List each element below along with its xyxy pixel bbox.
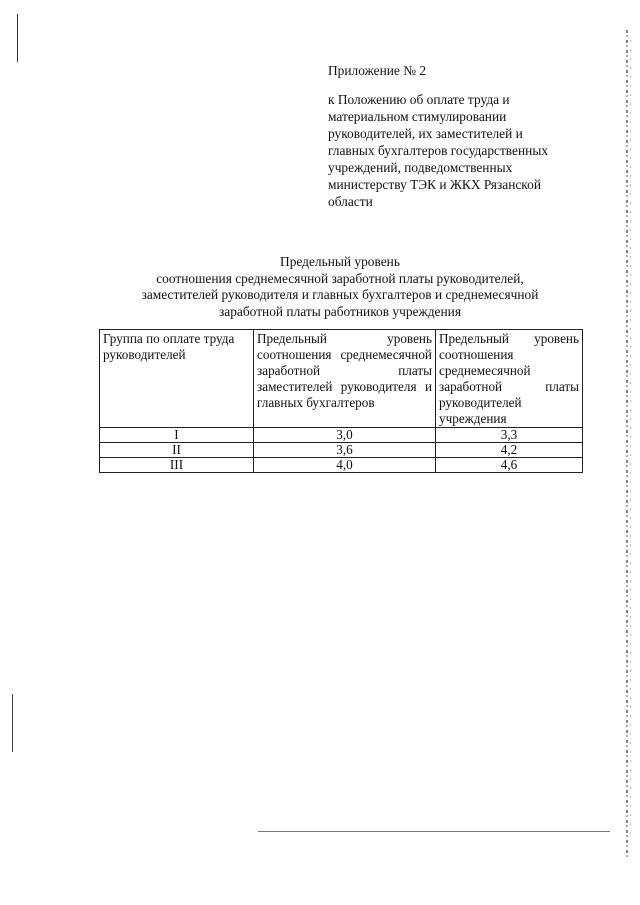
scan-artifact-left-top: [17, 14, 18, 62]
table-row: [100, 428, 583, 443]
cell-deputies: 4,0: [254, 458, 436, 473]
header-group: Группа по оплате труда руководителей: [100, 330, 254, 428]
cell-group: I: [100, 428, 254, 443]
appendix-block: [328, 62, 598, 210]
scan-artifact-right-edge: [626, 30, 628, 860]
appendix-text: к Положению об оплате труда и материальном стимулировании руководителей, их заместителей и главных бухгалтеров государственных учреждений, подведомственных министерству ТЭК и ЖКХ Рязанской области: [328, 92, 549, 209]
cell-heads: 4,2: [436, 443, 583, 458]
appendix-number: Приложение № 2: [328, 63, 427, 78]
table-row: [100, 443, 583, 458]
table-row: [100, 458, 583, 473]
header-heads: Предельный уровень соотношения среднемесячной заработной платы руководителей учреждения: [436, 330, 583, 428]
document-title: Предельный уровень соотношения среднемесячной заработной платы руководителей, заместителей руководителя и главных бухгалтеров и среднемесячной заработной платы работников учреждения: [141, 254, 539, 319]
scan-artifact-left-bottom: [12, 694, 13, 752]
table-header-row: [100, 330, 583, 428]
cell-deputies: 3,6: [254, 443, 436, 458]
scan-artifact-bottom-line: [258, 831, 610, 832]
header-deputies: Предельный уровень соотношения среднемесячной заработной платы заместителей руководителя и главных бухгалтеров: [254, 330, 436, 428]
cell-deputies: 3,0: [254, 428, 436, 443]
scan-artifact-right-edge-2: [630, 40, 631, 840]
cell-heads: 3,3: [436, 428, 583, 443]
ratio-table: [99, 329, 583, 473]
cell-heads: 4,6: [436, 458, 583, 473]
cell-group: II: [100, 443, 254, 458]
cell-group: III: [100, 458, 254, 473]
